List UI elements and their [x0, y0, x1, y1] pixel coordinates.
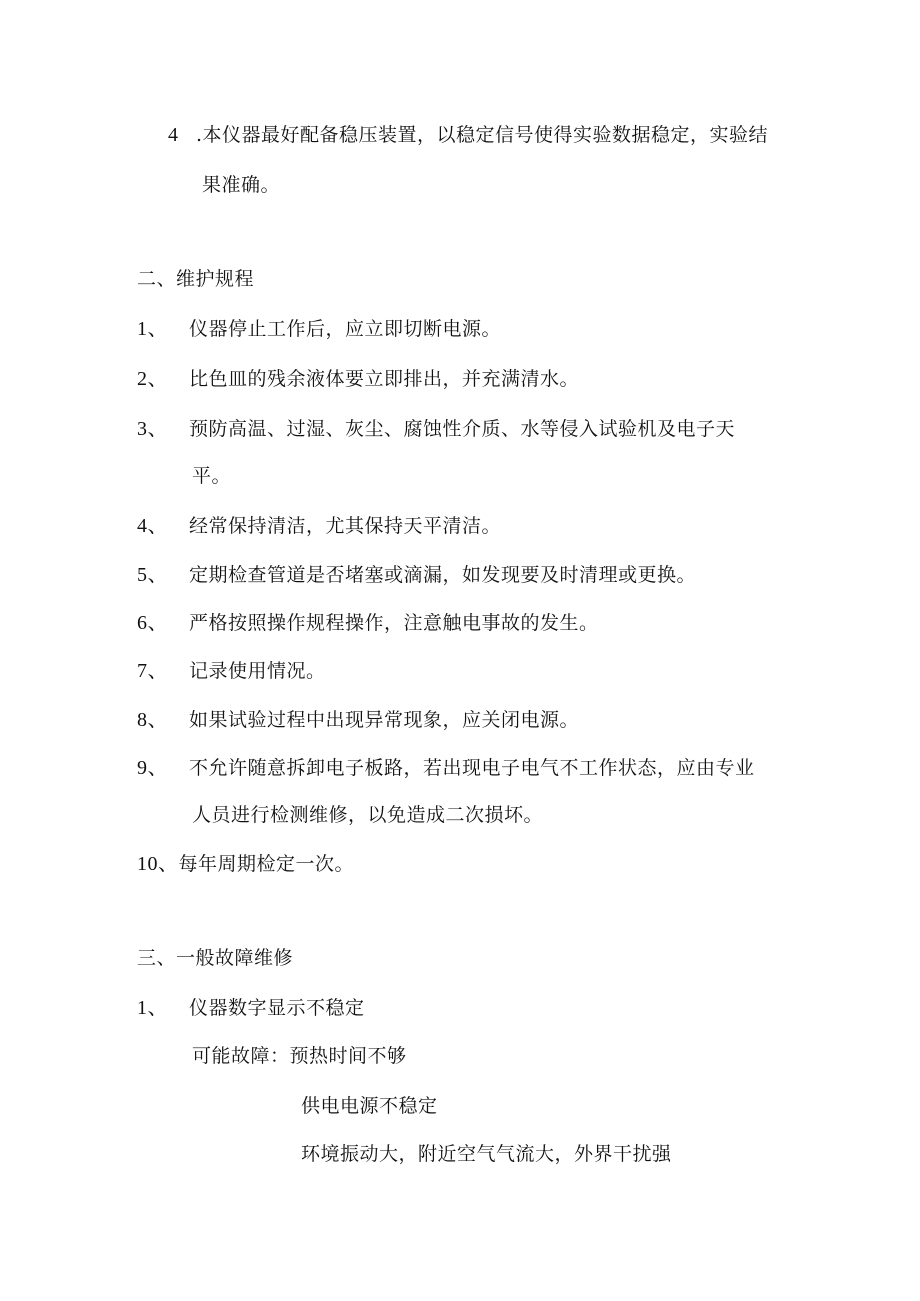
list-item-number: 9、 — [137, 757, 168, 779]
list-item-number: 2、 — [137, 368, 168, 390]
list-item — [137, 851, 354, 877]
section-heading-maintenance: 二、维护规程 — [137, 268, 255, 290]
fault-cause: 预热时间不够 — [289, 1045, 407, 1067]
list-item — [137, 366, 579, 392]
list-item-number: 3、 — [137, 418, 168, 440]
list-item-text: 比色皿的残余液体要立即排出，并充满清水。 — [189, 368, 580, 390]
fault-line — [192, 1043, 407, 1069]
list-item-continuation: 人员进行检测维修，以免造成二次损坏。 — [192, 804, 544, 826]
list-item-text: 仪器数字显示不稳定 — [189, 997, 365, 1019]
list-item — [137, 755, 755, 781]
list-item — [137, 995, 365, 1021]
intro-item — [168, 122, 768, 148]
list-item-number: 5、 — [137, 564, 168, 586]
list-item-text: 严格按照操作规程操作，注意触电事故的发生。 — [189, 612, 599, 634]
list-item — [137, 610, 599, 636]
fault-cause: 环境振动大，附近空气气流大，外界干扰强 — [301, 1143, 672, 1165]
list-item-number: 7、 — [137, 660, 168, 682]
list-item — [137, 562, 696, 588]
list-item-number: 10、 — [137, 853, 179, 875]
list-item — [137, 316, 501, 342]
list-item-number: 1、 — [137, 318, 168, 340]
list-item-text: 仪器停止工作后，应立即切断电源。 — [189, 318, 502, 340]
section-heading-troubleshooting: 三、一般故障维修 — [137, 947, 294, 969]
list-item-number: 8、 — [137, 709, 168, 731]
intro-item-continuation: 果准确。 — [202, 174, 281, 196]
list-item — [137, 658, 326, 684]
list-item-number: 6、 — [137, 612, 168, 634]
fault-cause: 供电电源不稳定 — [301, 1095, 438, 1117]
list-item-text: 定期检查管道是否堵塞或滴漏，如发现要及时清理或更换。 — [189, 564, 697, 586]
list-item — [137, 707, 579, 733]
list-item-text: 经常保持清洁，尤其保持天平清洁。 — [189, 515, 502, 537]
list-item — [137, 416, 735, 442]
list-item-text: 记录使用情况。 — [189, 660, 326, 682]
intro-item-text: .本仪器最好配备稳压装置，以稳定信号使得实验数据稳定，实验结 — [196, 124, 769, 146]
list-item-text: 如果试验过程中出现异常现象，应关闭电源。 — [189, 709, 580, 731]
list-item-number: 1、 — [137, 997, 168, 1019]
list-item-text: 不允许随意拆卸电子板路，若出现电子电气不工作状态，应由专业 — [189, 757, 755, 779]
fault-label: 可能故障： — [192, 1045, 290, 1067]
list-item-continuation: 平。 — [192, 465, 232, 487]
list-item-number: 4、 — [137, 515, 168, 537]
list-item-text: 每年周期检定一次。 — [178, 853, 355, 875]
list-item — [137, 513, 501, 539]
list-item-text: 预防高温、过湿、灰尘、腐蚀性介质、水等侵入试验机及电子天 — [189, 418, 736, 440]
intro-item-number: 4 — [168, 124, 179, 146]
